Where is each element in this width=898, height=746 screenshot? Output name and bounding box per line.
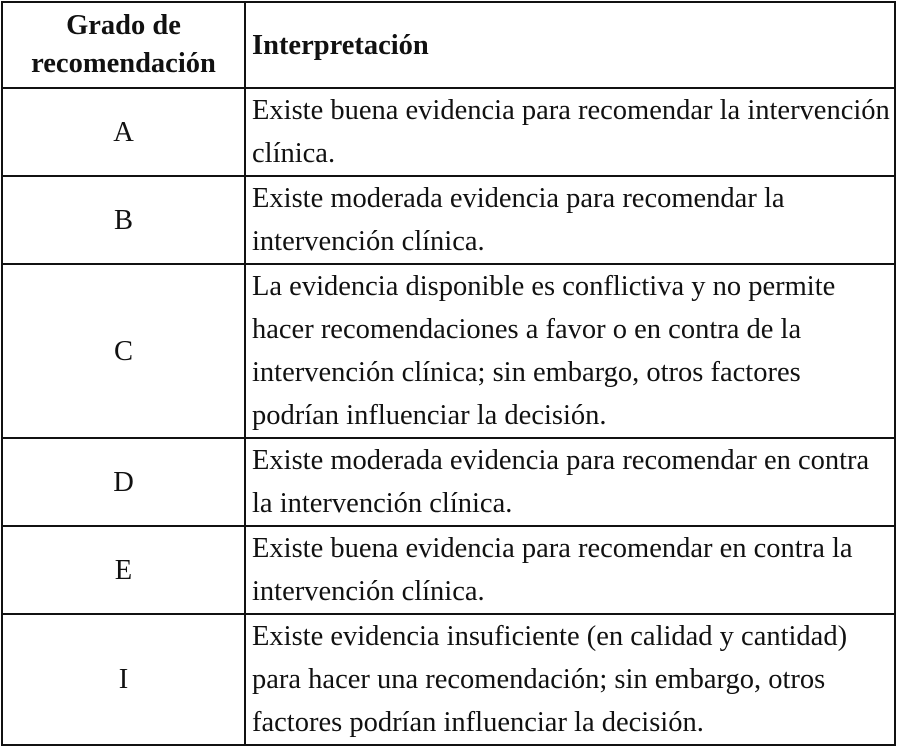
- interpretation-cell: La evidencia disponible es conflictiva y no permite hacer recomendaciones a favor o en contra de la intervención clínica; sin embargo, otros factores podrían influenciar la decisión.: [245, 264, 895, 438]
- interpretation-cell: Existe moderada evidencia para recomendar la intervención clínica.: [245, 176, 895, 264]
- table-row: [2, 614, 895, 745]
- table-row: [2, 526, 895, 614]
- grade-cell: E: [2, 526, 245, 614]
- grade-cell: B: [2, 176, 245, 264]
- interpretation-cell: Existe moderada evidencia para recomendar en contra la intervención clínica.: [245, 438, 895, 526]
- table-row: [2, 176, 895, 264]
- header-interpretation: Interpretación: [245, 2, 895, 88]
- header-grade: Grado de recomendación: [2, 2, 245, 88]
- interpretation-cell: Existe buena evidencia para recomendar en contra la intervención clínica.: [245, 526, 895, 614]
- grade-cell: A: [2, 88, 245, 176]
- table-row: [2, 264, 895, 438]
- table-header-row: [2, 2, 895, 88]
- interpretation-cell: Existe evidencia insuficiente (en calidad y cantidad) para hacer una recomendación; sin embargo, otros factores podrían influenciar la decisión.: [245, 614, 895, 745]
- interpretation-cell: Existe buena evidencia para recomendar la intervención clínica.: [245, 88, 895, 176]
- grade-cell: I: [2, 614, 245, 745]
- table-row: [2, 438, 895, 526]
- recommendation-grades-table: [1, 1, 896, 746]
- table-row: [2, 88, 895, 176]
- grade-cell: D: [2, 438, 245, 526]
- grade-cell: C: [2, 264, 245, 438]
